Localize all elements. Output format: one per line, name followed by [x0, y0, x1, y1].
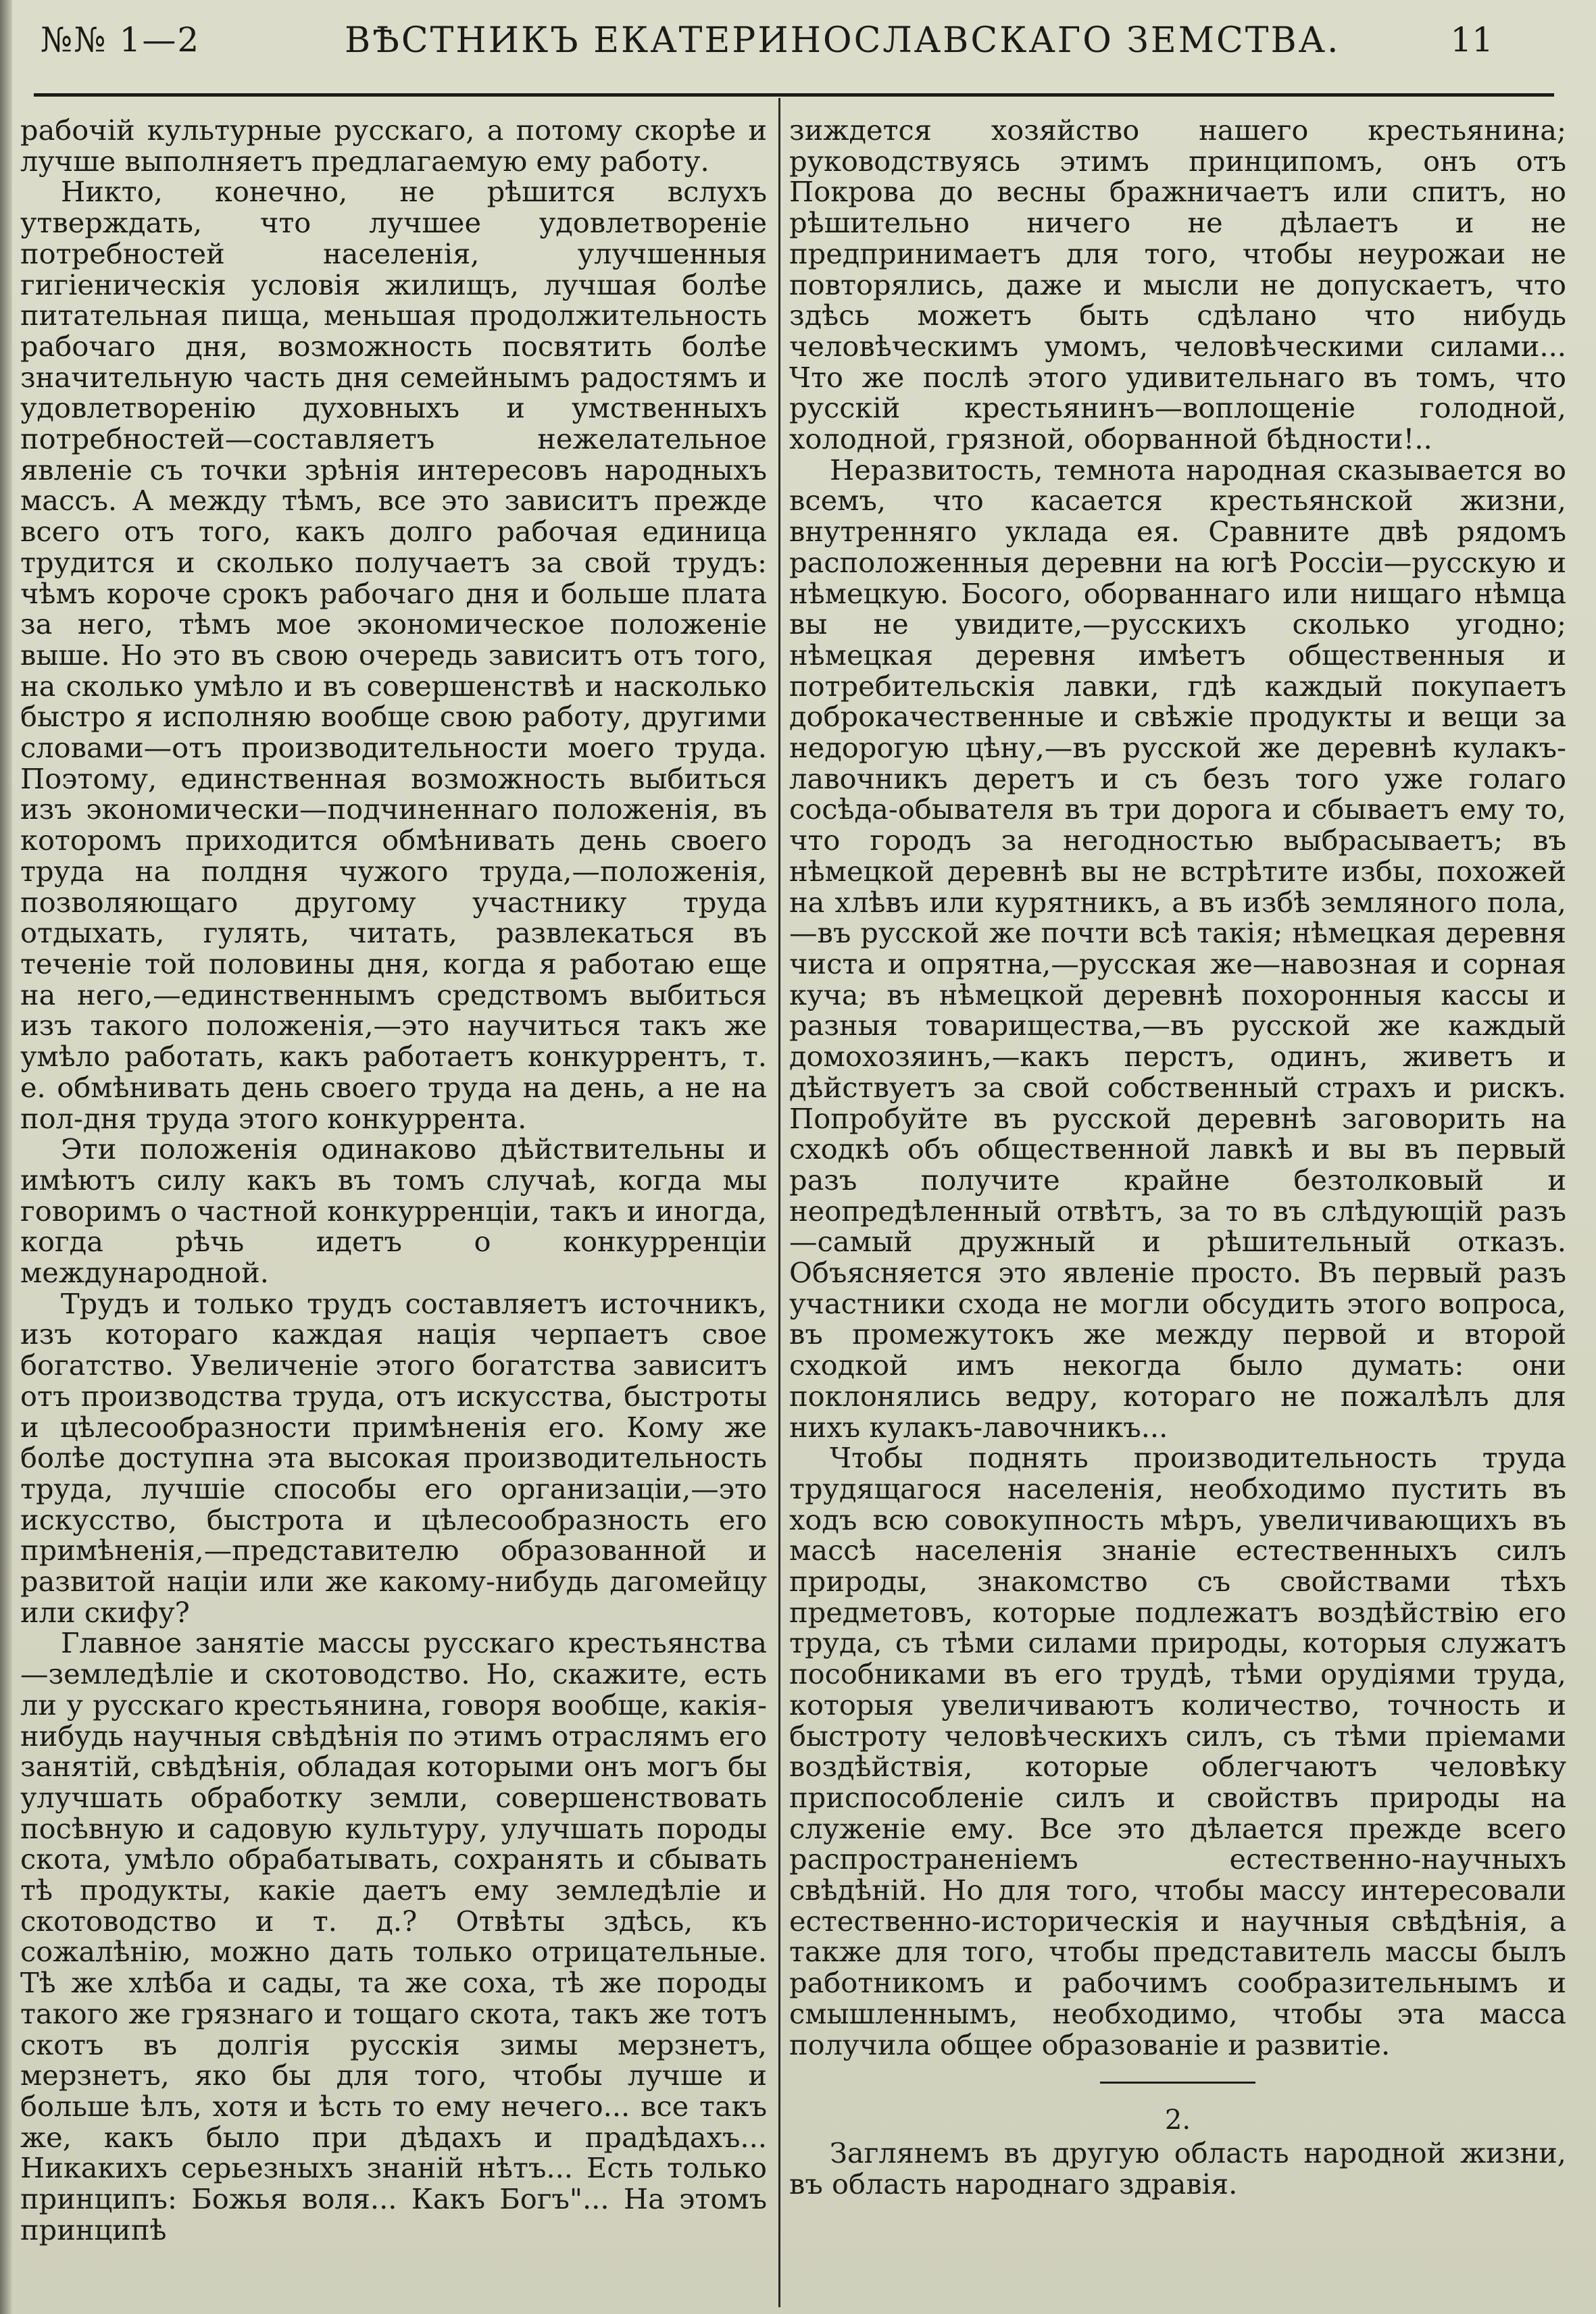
page-edge-shadow — [0, 0, 12, 2314]
paragraph: зиждется хозяйство нашего крестьянина; руководствуясь этимъ принципомъ, онъ отъ Покрова до весны бражничаетъ или спитъ, но рѣшительно ничего не дѣлаетъ и не предпринимаетъ для того, чтобы неурожаи не повторялись, даже и мысли не допускаетъ, что здѣсь можетъ быть сдѣлано что нибудь человѣческимъ умомъ, человѣческими силами... Что же послѣ этого удивительнаго въ томъ, что русскій крестьянинъ—воплощеніе голодной, холодной, грязной, оборванной бѣдности!.. — [789, 114, 1566, 456]
section-rule — [1100, 2082, 1255, 2084]
right-column — [789, 115, 1566, 2199]
page-header — [41, 15, 1520, 69]
section-number: 2. — [1164, 2105, 1191, 2136]
paragraph: Никто, конечно, не рѣшится вслухъ утверждать, что лучшее удовлетвореніе потребностей населенія, улучшенныя гигіеническія условія жилищъ, лучшая болѣе питательная пища, меньшая продолжительность рабочаго дня, возможность посвятить болѣе значительную часть дня семейнымъ радостямъ и удовлетворенію духовныхъ и умственныхъ потребностей—составляетъ нежелательное явленіе съ точки зрѣнія интересовъ народныхъ массъ. А между тѣмъ, все это зависитъ прежде всего отъ того, какъ долго рабочая единица трудится и сколько получаетъ за свой трудъ: чѣмъ короче срокъ рабочаго дня и больше плата за него, тѣмъ мое экономическое положеніе выше. Но это въ свою очередь зависитъ отъ того, на сколько умѣло и въ совершенствѣ и насколько быстро я исполняю вообще свою работу, другими словами—отъ производительности моего труда. Поэтому, единственная возможность выбиться изъ экономически—подчиненнаго положенія, въ которомъ приходится обмѣнивать день своего труда на полдня чужого труда,—положенія, позволяющаго другому участнику труда отдыхать, гулять, читать, развлекаться въ теченіе той половины дня, когда я работаю еще на него,—единственнымъ средствомъ выбиться изъ такого положенія,—это научиться такъ же умѣло работать, какъ работаетъ конкуррентъ, т. е. обмѣнивать день своего труда на день, а не на пол-дня труда этого конкуррента. — [20, 175, 767, 1135]
journal-title: ВѢСТНИКЪ ЕКАТЕРИНОСЛАВСКАГО ЗЕМСТВА. — [345, 20, 1341, 61]
issue-number: №№ 1—2 — [41, 20, 201, 59]
paragraph: Трудъ и только трудъ составляетъ источникъ, изъ котораго каждая нація черпаетъ свое богатство. Увеличеніе этого богатства зависитъ отъ производства труда, отъ искусства, быстроты и цѣлесообразности примѣненія его. Кому же болѣе доступна эта высокая производительность труда, лучшіе способы его организаціи,—это искусство, быстрота и цѣлесообразность его примѣненія,—представителю образованной и развитой націи или же какому-нибудь дагомейцу или скифу? — [20, 1286, 767, 1629]
page-number: 11 — [1450, 20, 1493, 59]
paragraph: Эти положенія одинаково дѣйствительны и имѣютъ силу какъ въ томъ случаѣ, когда мы говоримъ о частной конкурренціи, такъ и иногда, когда рѣчь идетъ о конкурренціи международной. — [20, 1132, 767, 1290]
left-column — [20, 115, 767, 2246]
header-rule — [34, 93, 1554, 97]
paragraph: Заглянемъ въ другую область народной жизни, въ область народнаго здравія. — [789, 2136, 1566, 2200]
column-divider — [778, 98, 780, 2307]
paragraph: рабочій культурные русскаго, а потому скорѣе и лучше выполняетъ предлагаемую ему работу. — [20, 114, 767, 178]
paragraph: Главное занятіе массы русскаго крестьянства—земледѣліе и скотоводство. Но, скажите, есть ли у русскаго крестьянина, говоря вообще, какія-нибудь научныя свѣдѣнія по этимъ отраслямъ его занятій, свѣдѣнія, обладая которыми онъ могъ бы улучшать обработку земли, совершенствовать посѣвную и садовую культуру, улучшать породы скота, умѣло обрабатывать, сохранять и сбывать тѣ продукты, какіе даетъ ему земледѣліе и скотоводство и т. д.? Отвѣты здѣсь, къ сожалѣнію, можно дать только отрицательные. Тѣ же хлѣба и сады, та же соха, тѣ же породы такого же грязнаго и тощаго скота, такъ же тотъ скотъ въ долгія русскія зимы мерзнетъ, мерзнетъ, яко бы для того, чтобы лучше и больше ѣлъ, хотя и ѣсть то ему нечего... все такъ же, какъ было при дѣдахъ и прадѣдахъ... Никакихъ серьезныхъ знаній нѣтъ... Есть только принципъ: Божья воля... Какъ Богъ"... На этомъ принципѣ — [20, 1626, 767, 2246]
paragraph: Чтобы поднять производительность труда трудящагося населенія, необходимо пустить въ ходъ всю совокупность мѣръ, увеличивающихъ въ массѣ населенія знаніе естественныхъ силъ природы, знакомство съ свойствами тѣхъ предметовъ, которые подлежатъ воздѣйствію его труда, съ тѣми силами природы, которыя служатъ пособниками въ его трудѣ, тѣми орудіями труда, которыя увеличиваютъ количество, точность и быстроту человѣческихъ силъ, съ тѣми пріемами воздѣйствія, которые облегчаютъ человѣку приспособленіе силъ и свойствъ природы на служеніе ему. Все это дѣлается прежде всего распространеніемъ естественно-научныхъ свѣдѣній. Но для того, чтобы массу интересовали естественно-историческія и научныя свѣдѣнія, а также для того, чтобы представитель массы былъ работникомъ и рабочимъ сообразительнымъ и смышленнымъ, необходимо, чтобы эта масса получила общее образованіе и развитіе. — [789, 1441, 1566, 2061]
paragraph: Неразвитость, темнота народная сказывается во всемъ, что касается крестьянской жизни, внутренняго уклада ея. Сравните двѣ рядомъ расположенныя деревни на югѣ Россіи—русскую и нѣмецкую. Босого, оборваннаго или нищаго нѣмца вы не увидите,—русскихъ сколько угодно; нѣмецкая деревня имѣетъ общественныя и потребительскія лавки, гдѣ каждый покупаетъ доброкачественные и свѣжіе продукты и вещи за недорогую цѣну,—въ русской же деревнѣ кулакъ-лавочникъ деретъ и съ безъ того уже голаго сосѣда-обывателя въ три дорога и сбываетъ ему то, что городъ за негодностью выбрасываетъ; въ нѣмецкой деревнѣ вы не встрѣтите избы, похожей на хлѣвъ или курятникъ, а въ избѣ земляного пола, —въ русской же почти всѣ такія; нѣмецкая деревня чиста и опрятна,—русская же—навозная и сорная куча; въ нѣмецкой деревнѣ похоронныя кассы и разныя товарищества,—въ русской же каждый домохозяинъ,—какъ перстъ, одинъ, живетъ и дѣйствуетъ за свой собственный страхъ и рискъ. Попробуйте въ русской деревнѣ заговорить на сходкѣ объ общественной лавкѣ и вы въ первый разъ получите крайне безтолковый и неопредѣленный отвѣтъ, за то въ слѣдующій разъ —самый дружный и рѣшительный отказъ. Объясняется это явленіе просто. Въ первый разъ участники схода не могли обсудить этого вопроса, въ промежутокъ же между первой и второй сходкой имъ некогда было думать: они поклонялись ведру, котораго не пожалѣлъ для нихъ кулакъ-лавочникъ... — [789, 453, 1566, 1444]
